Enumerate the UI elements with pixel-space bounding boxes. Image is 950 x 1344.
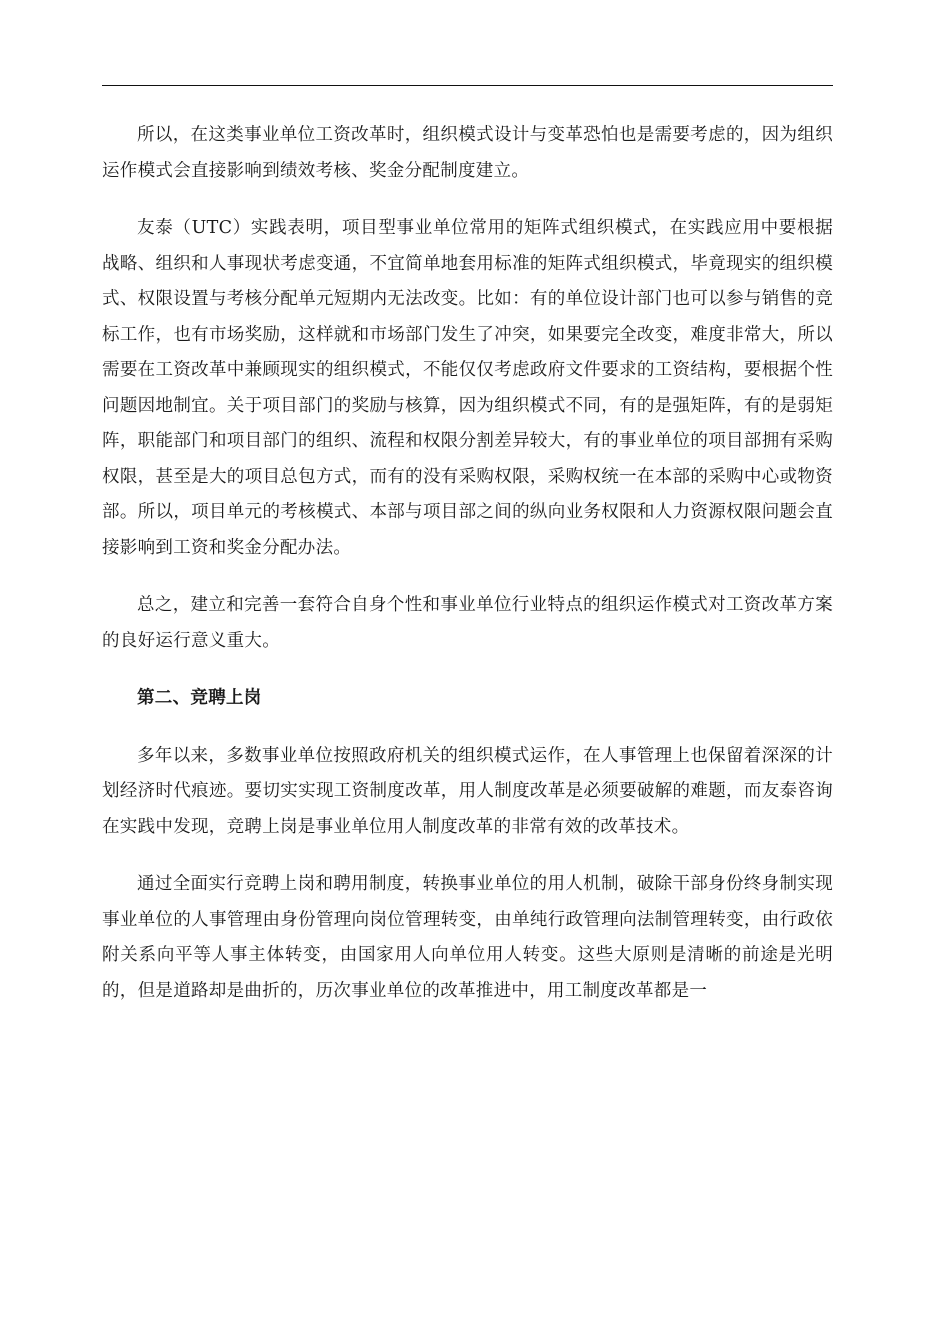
section-heading: 第二、竞聘上岗 bbox=[137, 688, 262, 708]
paragraph: 通过全面实行竞聘上岗和聘用制度，转换事业单位的用人机制，破除干部身份终身制实现事业单位的人事管理由身份管理向岗位管理转变，由单纯行政管理向法制管理转变，由行政依附关系向平等人事主体转变，由国家用人向单位用人转变。这些大原则是清晰的前途是光明的，但是道路却是曲折的，历次事业单位的改革推进中，用工制度改革都是一 bbox=[102, 874, 833, 1001]
paragraph: 多年以来，多数事业单位按照政府机关的组织模式运作，在人事管理上也保留着深深的计划经济时代痕迹。要切实实现工资制度改革，用人制度改革是必须要破解的难题，而友泰咨询在实践中发现，竞聘上岗是事业单位用人制度改革的非常有效的改革技术。 bbox=[102, 745, 833, 837]
paragraph: 所以，在这类事业单位工资改革时，组织模式设计与变革恐怕也是需要考虑的，因为组织运作模式会直接影响到绩效考核、奖金分配制度建立。 bbox=[102, 125, 833, 181]
header-divider bbox=[102, 85, 833, 86]
document-body bbox=[102, 118, 833, 1031]
paragraph: 总之，建立和完善一套符合自身个性和事业单位行业特点的组织运作模式对工资改革方案的良好运行意义重大。 bbox=[102, 595, 833, 651]
paragraph: 友泰（UTC）实践表明，项目型事业单位常用的矩阵式组织模式，在实践应用中要根据战略、组织和人事现状考虑变通，不宜简单地套用标准的矩阵式组织模式，毕竟现实的组织模式、权限设置与考核分配单元短期内无法改变。比如：有的单位设计部门也可以参与销售的竞标工作，也有市场奖励，这样就和市场部门发生了冲突，如果要完全改变，难度非常大，所以需要在工资改革中兼顾现实的组织模式，不能仅仅考虑政府文件要求的工资结构，要根据个性问题因地制宜。关于项目部门的奖励与核算，因为组织模式不同，有的是强矩阵，有的是弱矩阵，职能部门和项目部门的组织、流程和权限分割差异较大，有的事业单位的项目部拥有采购权限，甚至是大的项目总包方式，而有的没有采购权限，采购权统一在本部的采购中心或物资部。所以，项目单元的考核模式、本部与项目部之间的纵向业务权限和人力资源权限问题会直接影响到工资和奖金分配办法。 bbox=[102, 218, 833, 558]
